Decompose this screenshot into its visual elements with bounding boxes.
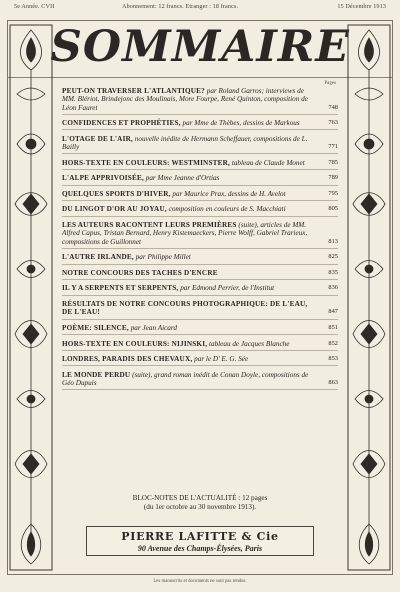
toc-entry-description: nouvelle inédite de Hermann Scheffauer, compositions de L. Bailly bbox=[62, 134, 308, 152]
publisher-address: 90 Avenue des Champs-Élysées, Paris bbox=[137, 544, 263, 553]
toc-entry-page: 813 bbox=[328, 237, 338, 245]
masthead bbox=[8, 3, 392, 13]
toc-entry-title: DU LINGOT D'OR AU JOYAU, bbox=[62, 205, 167, 214]
toc-entry-title: L'AUTRE IRLANDE, bbox=[62, 253, 134, 262]
bloc-notes-line-1: BLOC-NOTES DE L'ACTUALITÉ : 12 pages bbox=[132, 494, 268, 502]
table-of-contents bbox=[62, 80, 338, 395]
toc-entry bbox=[62, 355, 338, 366]
toc-entry-page: 836 bbox=[328, 284, 338, 292]
toc-entry bbox=[62, 300, 338, 320]
toc-entry-description: par le D' E. G. Sée bbox=[192, 355, 249, 364]
toc-entry-page: 805 bbox=[328, 205, 338, 213]
toc-entry bbox=[62, 221, 338, 249]
issue-number: 5e Année. CVII bbox=[14, 3, 55, 10]
footer-note: Les manuscrits et documents ne sont pas rendus. bbox=[153, 579, 247, 584]
toc-entry-description: par Edmond Perrier, de l'Institut bbox=[178, 284, 275, 293]
toc-entry-page: 847 bbox=[328, 308, 338, 316]
toc-entry-page: 863 bbox=[328, 378, 338, 386]
toc-entry-page: 851 bbox=[328, 323, 338, 331]
toc-entry-page: 789 bbox=[328, 174, 338, 182]
issue-date: 15 Décembre 1913 bbox=[337, 3, 386, 10]
toc-entry-description: composition en couleurs de S. Macchiati bbox=[166, 205, 286, 214]
toc-entry-description: par Roland Garros; interviews de MM. Blériot, Brindejonc des Moulinais, More Fourpe, René Quinton, composition de Léon Fauret bbox=[62, 87, 308, 112]
bloc-notes-line-2: (du 1er octobre au 30 novembre 1913). bbox=[143, 502, 257, 511]
toc-entry-title: NOTRE CONCOURS DES TACHES D'ENCRE bbox=[62, 268, 218, 277]
toc-entry-page: 852 bbox=[328, 339, 338, 347]
toc-entry bbox=[62, 135, 338, 155]
toc-entry-page: 825 bbox=[328, 253, 338, 261]
toc-entry bbox=[62, 159, 338, 170]
toc-entry-page: 785 bbox=[328, 158, 338, 166]
toc-entry bbox=[62, 371, 338, 391]
toc-entry bbox=[62, 205, 338, 216]
toc-entry-title: RÉSULTATS DE NOTRE CONCOURS PHOTOGRAPHIQUE: DE L'EAU, DE L'EAU! bbox=[62, 300, 308, 317]
page-title: SOMMAIRE bbox=[50, 22, 350, 72]
toc-entry-title: HORS-TEXTE EN COULEURS: WESTMINSTER, bbox=[62, 158, 231, 167]
toc-entry-page: 771 bbox=[328, 143, 338, 151]
bloc-notes bbox=[62, 494, 338, 511]
toc-entry-description: par Jean Aicard bbox=[128, 323, 178, 332]
publisher-name: PIERRE LAFITTE & Cie bbox=[121, 530, 279, 543]
toc-entry-description: par Mme de Thèbes, dessins de Markous bbox=[180, 119, 300, 128]
toc-entry-title: POÈME: SILENCE, bbox=[62, 323, 129, 332]
toc-entry bbox=[62, 324, 338, 335]
toc-entry-page: 763 bbox=[328, 119, 338, 127]
toc-entry-description: par Mme Jeanne d'Ortias bbox=[143, 174, 220, 183]
right-ornamental-border bbox=[347, 24, 391, 571]
title-band bbox=[7, 20, 393, 78]
toc-entry-description: (suite), articles de MM. Alfred Capus, Tristan Bernard, Henry Kistemaeckers, Pierre Wolff, Gabriel Trarieux, compositions de Guillonnet bbox=[62, 221, 308, 246]
toc-entry-description: (suite), grand roman inédit de Conan Doyle, compositions de Géo Dupuis bbox=[62, 370, 309, 387]
toc-entry-title: L'ALPE APPRIVOISÉE, bbox=[62, 174, 144, 183]
left-ornamental-border bbox=[9, 24, 53, 571]
toc-entry-title: LE MONDE PERDU bbox=[62, 370, 131, 379]
toc-entry-description: par Philippe Millet bbox=[133, 253, 191, 262]
toc-entry-description: par Maurice Prax, dessins de H. Avelot bbox=[170, 189, 286, 198]
toc-entries bbox=[62, 87, 338, 390]
toc-entry bbox=[62, 284, 338, 295]
toc-entry-title: PEUT-ON TRAVERSER L'ATLANTIQUE? bbox=[62, 87, 205, 95]
toc-entry-title: L'OTAGE DE L'AIR, bbox=[62, 134, 133, 143]
toc-entry-page: 748 bbox=[328, 103, 338, 111]
pages-column-label: Pages bbox=[324, 81, 336, 86]
publisher-box bbox=[86, 526, 314, 556]
toc-entry-description: tableau de Jacques Blanche bbox=[207, 339, 290, 348]
toc-entry-title: LONDRES, PARADIS DES CHEVAUX, bbox=[62, 355, 193, 364]
toc-entry-title: LES AUTEURS RACONTENT LEURS PREMIÈRES bbox=[62, 221, 237, 230]
toc-entry-page: 795 bbox=[328, 189, 338, 197]
toc-entry bbox=[62, 119, 338, 130]
toc-entry bbox=[62, 269, 338, 280]
toc-entry-title: CONFIDENCES ET PROPHÉTIES, bbox=[62, 119, 181, 128]
subscription-info: Abonnement: 12 francs. Etranger : 18 francs. bbox=[122, 3, 239, 10]
toc-entry bbox=[62, 174, 338, 185]
toc-entry bbox=[62, 340, 338, 351]
toc-entry-title: HORS-TEXTE EN COULEURS: NIJINSKI, bbox=[62, 339, 208, 348]
toc-entry-description: tableau de Claude Monet bbox=[230, 158, 305, 167]
toc-entry bbox=[62, 253, 338, 264]
toc-entry-title: QUELQUES SPORTS D'HIVER, bbox=[62, 189, 171, 198]
toc-entry-page: 835 bbox=[328, 268, 338, 276]
toc-entry bbox=[62, 87, 338, 115]
toc-entry-title: IL Y A SERPENTS ET SERPENTS, bbox=[62, 284, 179, 293]
toc-entry bbox=[62, 190, 338, 201]
toc-entry-page: 853 bbox=[328, 355, 338, 363]
